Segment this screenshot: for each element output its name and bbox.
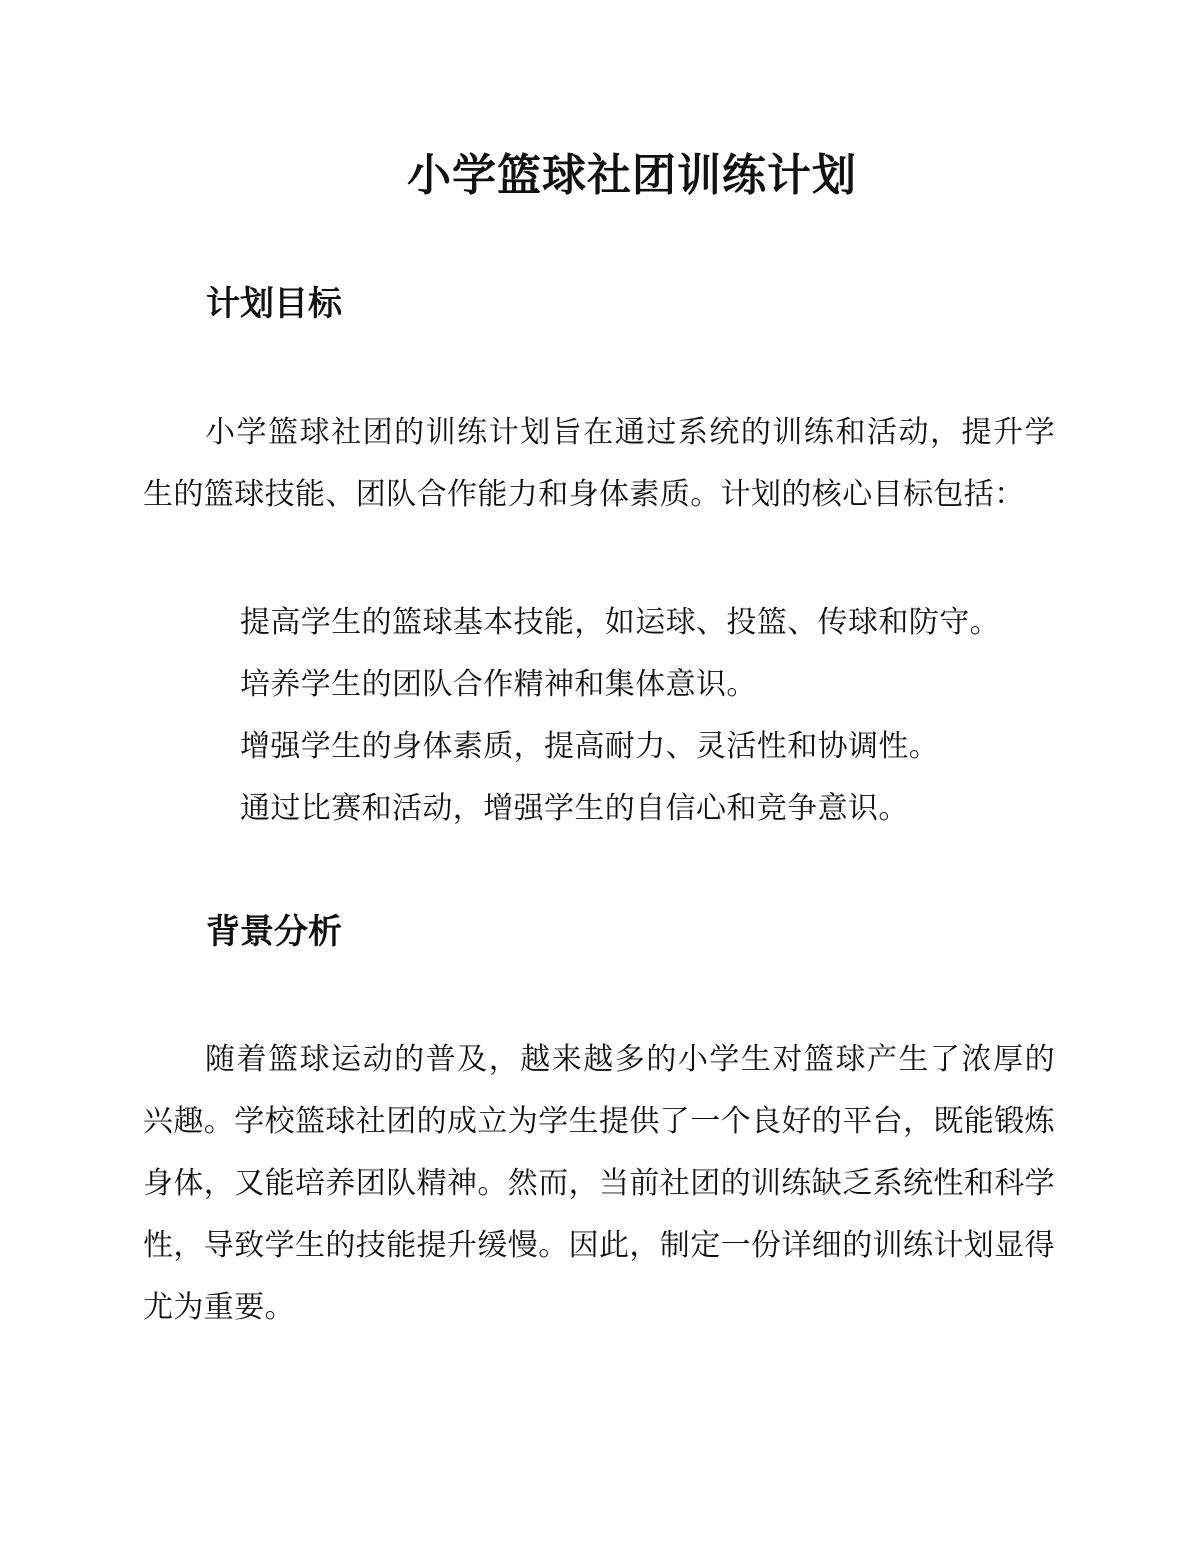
goals-list [240,592,1060,840]
goals-intro-paragraph: 小学篮球社团的训练计划旨在通过系统的训练和活动，提升学生的篮球技能、团队合作能力和身体素质。计划的核心目标包括： [143,415,1055,512]
background-paragraph: 随着篮球运动的普及，越来越多的小学生对篮球产生了浓厚的兴趣。学校篮球社团的成立为学生提供了一个良好的平台，既能锻炼身体，又能培养团队精神。然而，当前社团的训练缺乏系统性和科学性，导致学生的技能提升缓慢。因此，制定一份详细的训练计划显得尤为重要。 [143,1042,1055,1325]
document-title: 小学篮球社团训练计划 [407,150,857,201]
goal-item-1: 提高学生的篮球基本技能，如运球、投篮、传球和防守。 [240,605,1000,640]
section-heading-goals: 计划目标 [206,284,342,324]
goal-item-3: 增强学生的身体素质，提高耐力、灵活性和协调性。 [240,729,940,764]
goal-item-2: 培养学生的团队合作精神和集体意识。 [240,667,757,702]
section-heading-background: 背景分析 [206,912,342,952]
goal-item-4: 通过比赛和活动，增强学生的自信心和竞争意识。 [240,791,909,826]
